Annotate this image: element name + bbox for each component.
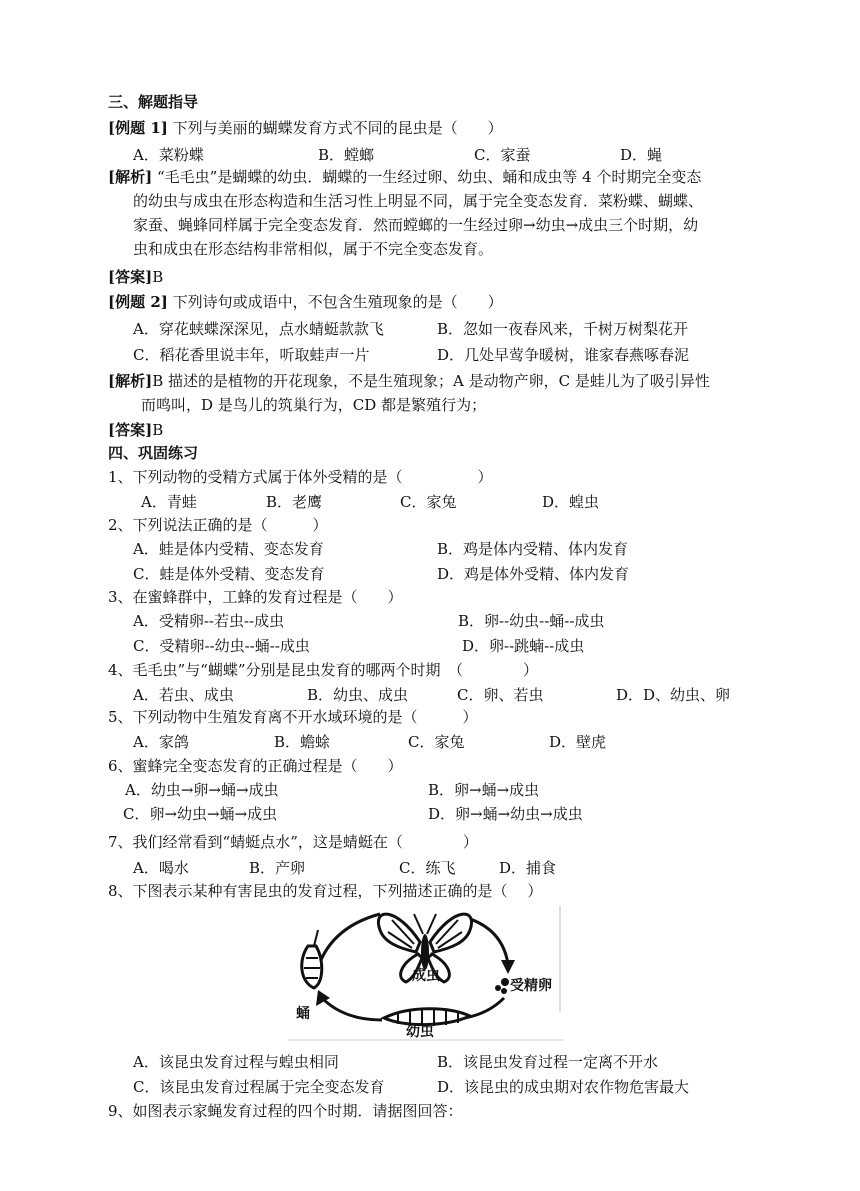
example-1-label: [例题 1] <box>108 119 168 137</box>
q3-option-c: C．受精卵--幼虫--蛹--成虫 <box>133 637 310 655</box>
example-1-option-c: C．家蚕 <box>474 146 531 164</box>
question-2: 2、下列说法正确的是（ ） <box>108 516 328 534</box>
insect-lifecycle-figure <box>288 902 563 1042</box>
question-6: 6、蜜蜂完全变态发育的正确过程是（ ） <box>108 757 403 775</box>
question-9: 9、如图表示家蝇发育过程的四个时期．请据图回答： <box>108 1102 463 1120</box>
section-3-title: 三、解题指导 <box>108 93 199 111</box>
example-2-option-b: B．忽如一夜春风来，千树万树梨花开 <box>437 320 689 338</box>
label-pupa: 蛹 <box>296 1006 310 1022</box>
section-4-title: 四、巩固练习 <box>108 444 199 462</box>
example-2-analysis-label: [解析] <box>108 372 153 390</box>
label-adult: 成虫 <box>412 968 440 984</box>
q1-option-a: A．青蛙 <box>141 493 197 511</box>
example-1-analysis-text-1: “毛毛虫”是蝴蝶的幼虫．蝴蝶的一生经过卵、幼虫、蛹和成虫等 4 个时期完全变态 <box>156 168 702 186</box>
q8-option-b: B．该昆虫发育过程一定离不开水 <box>437 1053 659 1071</box>
q6-option-a: A．幼虫→卵→蛹→成虫 <box>125 781 279 799</box>
example-1-answer <box>108 266 163 288</box>
example-2-analysis-line-1 <box>108 370 710 392</box>
q7-option-a: A．喝水 <box>133 859 189 877</box>
example-2-question <box>108 291 503 313</box>
q8-option-a: A．该昆虫发育过程与蝗虫相同 <box>133 1053 339 1071</box>
example-2-analysis-line-2: 而鸣叫，D 是鸟儿的筑巢行为，CD 都是繁殖行为； <box>141 396 487 414</box>
q2-option-a: A．蛙是体内受精、变态发育 <box>133 540 324 558</box>
q2-option-d: D．鸡是体外受精、体内发育 <box>437 565 630 583</box>
example-1-analysis-line-1 <box>108 166 701 188</box>
q8-option-c: C．该昆虫发育过程属于完全变态发育 <box>133 1078 385 1096</box>
q8-option-d: D．该昆虫的成虫期对农作物危害最大 <box>437 1078 690 1096</box>
example-1-text: 下列与美丽的蝴蝶发育方式不同的昆虫是（ ） <box>172 119 503 137</box>
label-egg: 受精卵 <box>510 978 552 994</box>
q4-option-b: B．幼虫、成虫 <box>307 686 409 704</box>
q7-option-b: B．产卵 <box>249 859 306 877</box>
example-1-option-d: D．蝇 <box>620 146 663 164</box>
example-1-option-b: B．螳螂 <box>318 146 375 164</box>
example-2-option-c: C．稻花香里说丰年，听取蛙声一片 <box>133 346 370 364</box>
q2-option-c: C．蛙是体外受精、变态发育 <box>133 565 325 583</box>
question-8: 8、下图表示某种有害昆虫的发育过程，下列描述正确的是（ ） <box>108 882 543 900</box>
example-1-analysis-line-4: 虫和成虫在形态结构非常相似，属于不完全变态发育。 <box>133 240 494 258</box>
example-2-text: 下列诗句或成语中，不包含生殖现象的是（ ） <box>172 293 503 311</box>
example-2-answer-label: [答案] <box>108 421 153 439</box>
q1-option-c: C．家兔 <box>400 493 457 511</box>
q4-option-a: A．若虫、成虫 <box>133 686 234 704</box>
q6-option-b: B．卵→蛹→成虫 <box>428 781 540 799</box>
example-1-analysis-label: [解析] <box>108 168 153 186</box>
q6-option-c: C．卵→幼虫→蛹→成虫 <box>123 805 278 823</box>
q3-option-a: A．受精卵--若虫--成虫 <box>133 612 285 630</box>
q5-option-d: D．壁虎 <box>549 733 607 751</box>
example-1-option-a: A．菜粉蝶 <box>133 146 204 164</box>
example-2-answer-value: B <box>152 421 164 439</box>
q2-option-b: B．鸡是体内受精、体内发育 <box>437 540 629 558</box>
example-2-label: [例题 2] <box>108 293 168 311</box>
example-2-answer <box>108 419 163 441</box>
question-5: 5、下列动物中生殖发育离不开水域环境的是（ ） <box>108 708 478 726</box>
example-1-analysis-line-3: 家蚕、蝇蜂同样属于完全变态发育．然而螳螂的一生经过卵→幼虫→成虫三个时期，幼 <box>133 216 699 234</box>
q5-option-b: B．蟾蜍 <box>274 733 331 751</box>
label-larva: 幼虫 <box>406 1024 434 1040</box>
q7-option-d: D．捕食 <box>499 859 557 877</box>
q7-option-c: C．练飞 <box>399 859 456 877</box>
q1-option-b: B．老鹰 <box>266 493 323 511</box>
example-2-option-d: D．几处早莺争暖树，谁家春燕啄春泥 <box>437 346 690 364</box>
question-4: 4、毛毛虫”与“蝴蝶”分别是昆虫发育的哪两个时期 （ ） <box>108 661 539 679</box>
question-3: 3、在蜜蜂群中，工蜂的发育过程是（ ） <box>108 588 403 606</box>
q4-option-d: D．D、幼虫、卵 <box>616 686 731 704</box>
question-1: 1、下列动物的受精方式属于体外受精的是（ ） <box>108 468 493 486</box>
q3-option-d: D．卵--跳蝻--成虫 <box>462 637 585 655</box>
q1-option-d: D．蝗虫 <box>542 493 600 511</box>
q5-option-c: C．家兔 <box>408 733 465 751</box>
q6-option-d: D．卵→蛹→幼虫→成虫 <box>428 805 583 823</box>
example-1-question <box>108 117 503 139</box>
example-2-option-a: A．穿花蛱蝶深深见，点水蜻蜓款款飞 <box>133 320 384 338</box>
example-1-answer-label: [答案] <box>108 268 153 286</box>
q5-option-a: A．家鸽 <box>133 733 189 751</box>
q3-option-b: B．卵--幼虫--蛹--成虫 <box>458 612 605 630</box>
example-1-analysis-line-2: 的幼虫与成虫在形态构造和生活习性上明显不同，属于完全变态发育．菜粉蝶、蝴蝶、 <box>133 192 704 210</box>
example-1-answer-value: B <box>152 268 164 286</box>
q4-option-c: C．卵、若虫 <box>457 686 544 704</box>
example-2-analysis-text-1: B 描述的是植物的开花现象，不是生殖现象；A 是动物产卵，C 是蛙儿为了吸引异性 <box>152 372 710 390</box>
question-7: 7、我们经常看到“蜻蜓点水”，这是蜻蜓在（ ） <box>108 833 478 851</box>
